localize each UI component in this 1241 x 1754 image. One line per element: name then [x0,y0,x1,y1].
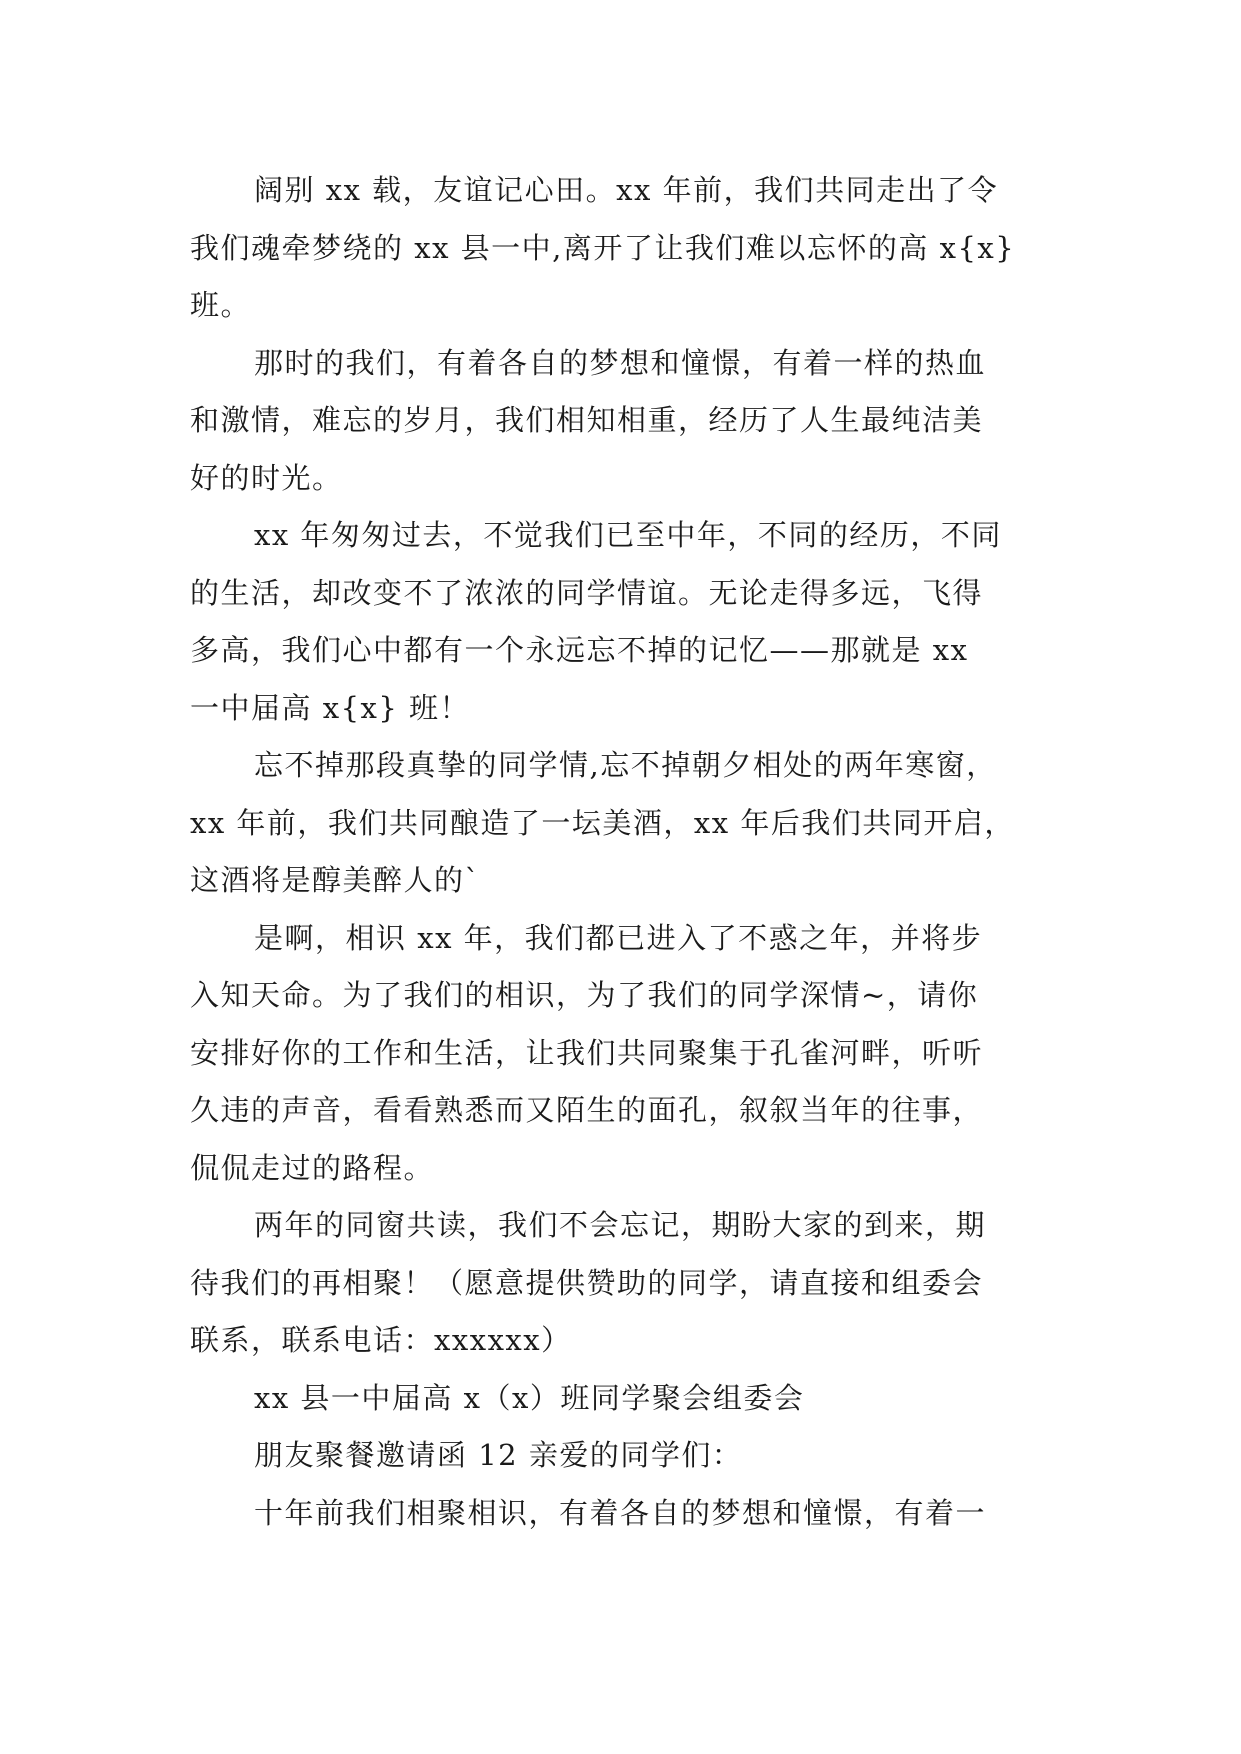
text-line: 我们魂牵梦绕的 xx 县一中,离开了让我们难以忘怀的高 x{x} [190,230,1016,265]
text-line: 安排好你的工作和生活，让我们共同聚集于孔雀河畔，听听 [190,1035,984,1070]
text-line: 班。 [190,288,252,322]
document-body [190,162,1062,1542]
text-line: 这酒将是醇美醉人的` [190,863,481,897]
text-line: 入知天命。为了我们的相识，为了我们的同学深情~，请你 [190,978,979,1012]
text-line: 十年前我们相聚相识，有着各自的梦想和憧憬，有着一 [254,1495,987,1530]
text-line: 侃侃走过的路程。 [190,1150,435,1185]
text-line: 两年的同窗共读，我们不会忘记，期盼大家的到来，期 [254,1208,987,1242]
text-line: 阔别 xx 载，友谊记心田。xx 年前，我们共同走出了令 [254,173,999,207]
text-line: xx 年前，我们共同酿造了一坛美酒，xx 年后我们共同开启， [190,805,1015,840]
text-line: 忘不掉那段真挚的同学情,忘不掉朝夕相处的两年寒窗， [254,748,997,782]
text-line: 一中届高 x{x} 班！ [190,690,471,725]
text-line: xx 县一中届高 x（x）班同学聚会组委会 [254,1380,805,1415]
text-line: 那时的我们，有着各自的梦想和憧憬，有着一样的热血 [254,345,987,380]
text-line: 联系，联系电话：xxxxxx） [190,1323,572,1357]
text-line: 和激情，难忘的岁月，我们相知相重，经历了人生最纯洁美 [190,403,984,437]
text-line: 的生活，却改变不了浓浓的同学情谊。无论走得多远，飞得 [190,575,984,610]
text-line: 多高，我们心中都有一个永远忘不掉的记忆——那就是 xx [190,633,969,667]
text-line: 待我们的再相聚！（愿意提供赞助的同学，请直接和组委会 [190,1265,984,1300]
text-line: 是啊，相识 xx 年，我们都已进入了不惑之年，并将步 [254,920,983,955]
text-line: xx 年匆匆过去，不觉我们已至中年，不同的经历，不同 [254,518,1002,552]
text-line: 好的时光。 [190,460,343,495]
text-line: 朋友聚餐邀请函 12 亲爱的同学们： [254,1438,743,1472]
text-line: 久违的声音，看看熟悉而又陌生的面孔，叙叙当年的往事， [190,1093,984,1127]
